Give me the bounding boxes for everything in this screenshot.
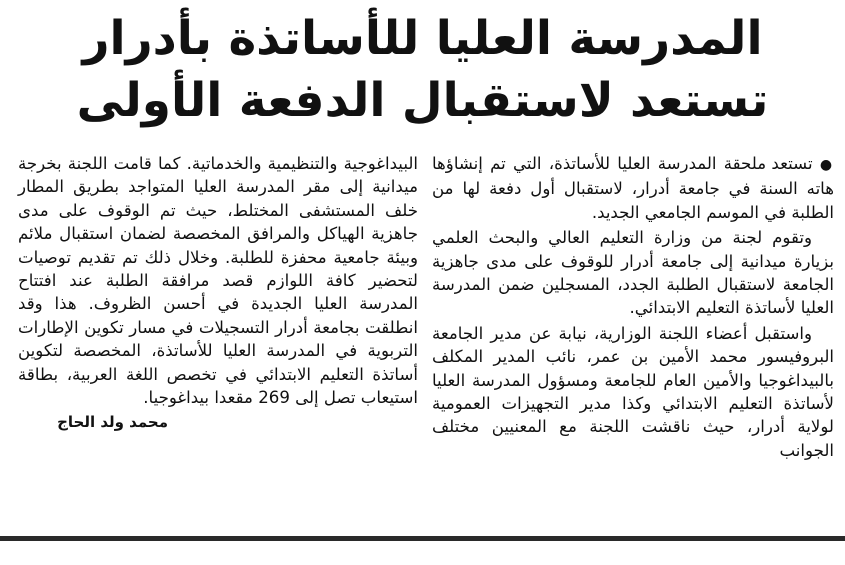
article-column-left [18, 152, 418, 435]
bullet-icon: ● [819, 157, 834, 173]
paragraph-2: وتقوم لجنة من وزارة التعليم العالي والبحث العلمي بزيارة ميدانية إلى جامعة أدرار للوقوف على مدى جاهزية الجامعة لاستقبال الطلبة الجدد، المسجلين ضمن المدرسة العليا لأساتذة التعليم الابتدائي. [432, 228, 834, 318]
paragraph-4: البيداغوجية والتنظيمية والخدماتية. كما قامت اللجنة بخرجة ميدانية إلى مقر المدرسة العليا المتواجد بطريق المطار خلف المستشفى المختلط، حيث تم الوقوف على مدى جاهزية الهياكل والمرافق المخصصة لضمان استقبال ملائم وبيئة جامعية محفزة للطلبة. وخلال ذلك تم تقديم توصيات لتحضير كافة اللوازم قصد مرافقة الطلبة عند افتتاح المدرسة العليا الجديدة في أحسن الظروف. هذا وقد انطلقت بجامعة أدرار التسجيلات في مسار تكوين الإطارات التربوية في المدرسة العليا للأساتذة، المخصصة لتكوين أساتذة التعليم الابتدائي في تخصص اللغة العربية، بطاقة استيعاب تصل إلى 269 مقعدا بيداغوجيا. [18, 154, 418, 408]
bottom-divider [0, 536, 845, 541]
headline-line-2: تستعد لاستقبال الدفعة الأولى [76, 73, 769, 128]
article-headline [0, 8, 845, 132]
paragraph-1 [432, 152, 834, 224]
article-column-right [432, 152, 834, 462]
headline-line-1: المدرسة العليا للأساتذة بأدرار [82, 11, 763, 66]
author-byline: محمد ولد الحاج [57, 413, 168, 432]
paragraph-1-text: تستعد ملحقة المدرسة العليا للأساتذة، التي تم إنشاؤها هاته السنة في جامعة أدرار، لاستقبال أول دفعة لها من الطلبة في الموسم الجامعي الجديد. [432, 154, 834, 222]
paragraph-3: واستقبل أعضاء اللجنة الوزارية، نيابة عن مدير الجامعة البروفيسور محمد الأمين بن عمر، نائب المدير المكلف بالبيداغوجيا والأمين العام للجامعة ومسؤول المدرسة العليا لأساتذة التعليم الابتدائي وكذا مدير التجهيزات العمومية لولاية أدرار، حيث ناقشت اللجنة مع المعنيين مختلف الجوانب [432, 323, 834, 460]
